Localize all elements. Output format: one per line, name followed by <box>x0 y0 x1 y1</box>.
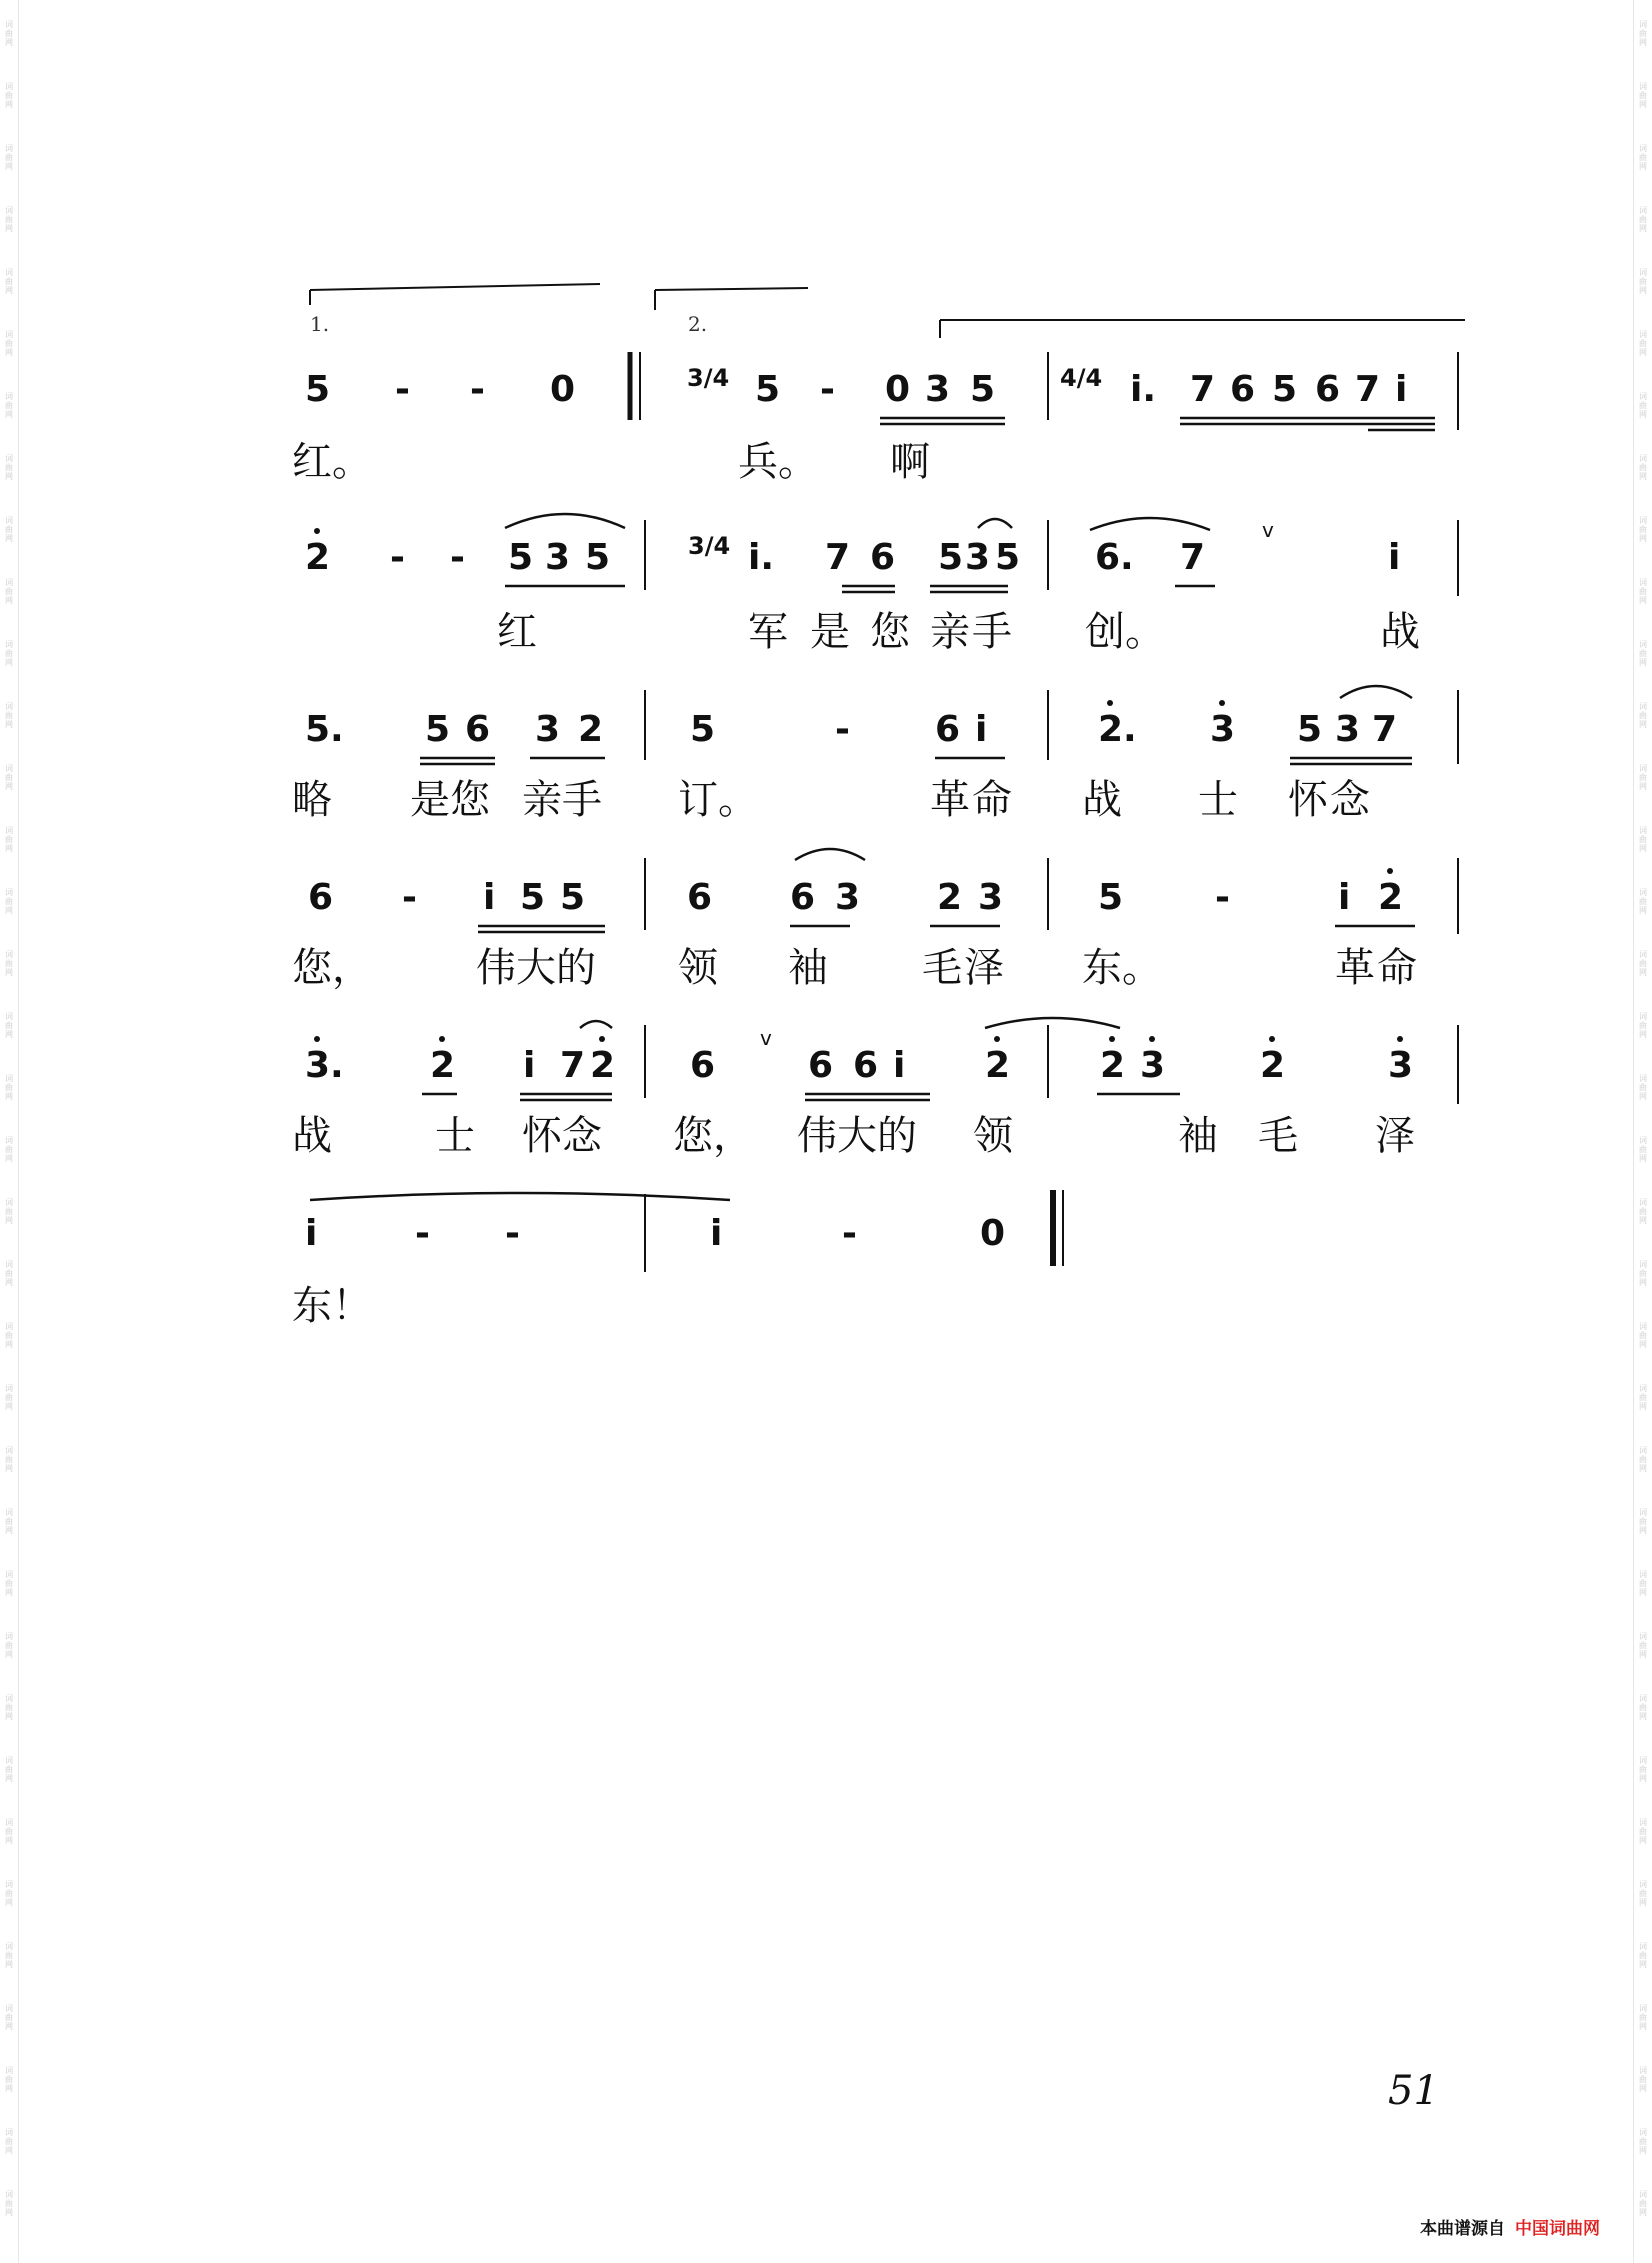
volta-bracket <box>655 288 808 290</box>
watermark-stamp: 词曲网 <box>5 2004 13 2031</box>
slur <box>985 1018 1120 1028</box>
watermark-stamp: 词曲网 <box>1639 1632 1647 1659</box>
lyric-char: 命 <box>972 777 1012 823</box>
note-1-high: i <box>523 1045 536 1086</box>
note-3-high: 3 <box>1140 1048 1165 1084</box>
note-5: 5 <box>1272 369 1298 410</box>
slur <box>795 849 865 860</box>
watermark-stamp: 词曲网 <box>5 2066 13 2093</box>
watermark-stamp: 词曲网 <box>5 702 13 729</box>
note-3: 3 <box>835 877 861 918</box>
lyric-char: 亲 <box>522 777 562 823</box>
note--: - <box>842 1213 857 1254</box>
lyric-char: 战 <box>1082 777 1122 823</box>
note-2-high: 2 <box>1260 1048 1285 1084</box>
slur <box>1090 518 1210 530</box>
watermark-stamp: 词曲网 <box>1639 1942 1647 1969</box>
note-7: 7 <box>1180 537 1206 578</box>
slur <box>310 1193 730 1200</box>
watermark-stamp: 词曲网 <box>1639 82 1647 109</box>
note-1-high: i. <box>1130 369 1157 410</box>
watermark-stamp: 词曲网 <box>5 2190 13 2217</box>
note--: - <box>820 369 835 410</box>
note--: - <box>390 537 405 578</box>
note-2: 2 <box>937 877 963 918</box>
note--: - <box>402 877 417 918</box>
note-1-high: i <box>893 1045 906 1086</box>
lyric-char: 士 <box>1198 777 1238 823</box>
note-5: 5 <box>1297 709 1323 750</box>
note-1-high: i <box>975 709 988 750</box>
note-0: 0 <box>980 1213 1006 1254</box>
watermark-stamp: 词曲网 <box>5 2128 13 2155</box>
watermark-stamp: 词曲网 <box>1639 1880 1647 1907</box>
watermark-stamp: 词曲网 <box>1639 640 1647 667</box>
watermark-stamp: 词曲网 <box>1639 1260 1647 1287</box>
note-time-sig-3-4: 3/4 <box>688 532 731 560</box>
lyric-char: 您， <box>673 1113 753 1159</box>
watermark-stamp: 词曲网 <box>1639 950 1647 977</box>
watermark-stamp: 词曲网 <box>5 1756 13 1783</box>
note-0: 0 <box>885 369 911 410</box>
watermark-stamp: 词曲网 <box>5 516 13 543</box>
slur <box>580 1021 612 1028</box>
note-5: 5 <box>1098 877 1124 918</box>
lyric-char: 的 <box>556 945 596 991</box>
lyric-char: 毛 <box>1258 1113 1298 1159</box>
watermark-stamp: 词曲网 <box>1639 1446 1647 1473</box>
note-3: 3 <box>545 537 571 578</box>
watermark-stamp: 词曲网 <box>1639 1756 1647 1783</box>
note-6: 6 <box>790 877 816 918</box>
watermark-stamp: 词曲网 <box>5 20 13 47</box>
note-2-high: 2 <box>985 1048 1010 1084</box>
note-7: 7 <box>1355 369 1381 410</box>
watermark-stamp: 词曲网 <box>1639 888 1647 915</box>
watermark-stamp: 词曲网 <box>1639 206 1647 233</box>
lyric-char: 袖 <box>1178 1113 1218 1159</box>
note-1-high: i <box>483 877 496 918</box>
note-5: 5 <box>305 369 331 410</box>
watermark-stamp: 词曲网 <box>1639 2066 1647 2093</box>
lyric-char: 领 <box>678 945 718 991</box>
lyric-char: 兵。 <box>738 439 818 485</box>
note-6: 6 <box>853 1045 879 1086</box>
note-5: 5 <box>938 537 964 578</box>
note-1-high: i <box>1388 537 1401 578</box>
note-3: 3 <box>925 369 951 410</box>
watermark-stamp: 词曲网 <box>5 888 13 915</box>
lyric-char: 啊 <box>890 439 930 485</box>
watermark-stamp: 词曲网 <box>1639 2004 1647 2031</box>
lyric-char: 泽 <box>1375 1113 1415 1159</box>
lyric-char: 是 <box>810 609 850 655</box>
lyric-char: 毛 <box>922 945 962 991</box>
note-2-high: 2 <box>1378 880 1403 916</box>
watermark-stamp: 词曲网 <box>1639 578 1647 605</box>
watermark-stamp: 词曲网 <box>1639 1818 1647 1845</box>
note-2-high: 2 <box>430 1048 455 1084</box>
watermark-stamp: 词曲网 <box>1639 2190 1647 2217</box>
note-6: 6. <box>1095 537 1134 578</box>
watermark-stamp: 词曲网 <box>1639 516 1647 543</box>
watermark-stamp: 词曲网 <box>1639 2128 1647 2155</box>
watermark-stamp: 词曲网 <box>5 1570 13 1597</box>
watermark-stamp: 词曲网 <box>1639 392 1647 419</box>
lyric-char: 红。 <box>292 439 372 485</box>
watermark-stamp: 词曲网 <box>5 1136 13 1163</box>
note-7: 7 <box>1372 709 1398 750</box>
lyric-char: 战 <box>1380 609 1420 655</box>
note-time-sig-4-4: 4/4 <box>1060 364 1103 392</box>
watermark-stamp: 词曲网 <box>5 578 13 605</box>
lyric-char: 革 <box>1335 945 1375 991</box>
lyric-char: 大 <box>837 1113 877 1159</box>
note-5: 5 <box>520 877 546 918</box>
note-6: 6 <box>1230 369 1256 410</box>
watermark-stamp: 词曲网 <box>5 1198 13 1225</box>
note-2-high: 2 <box>590 1048 615 1084</box>
watermark-stamp: 词曲网 <box>5 1384 13 1411</box>
note-7: 7 <box>1190 369 1216 410</box>
slur <box>505 514 625 528</box>
note-5: 5 <box>970 369 996 410</box>
watermark-stamp: 词曲网 <box>5 640 13 667</box>
lyric-char: 略 <box>292 777 332 823</box>
watermark-stamp: 词曲网 <box>1639 268 1647 295</box>
note--: - <box>505 1213 520 1254</box>
note-2-high: 2 <box>1100 1048 1125 1084</box>
watermark-stamp: 词曲网 <box>1639 764 1647 791</box>
watermark-stamp: 词曲网 <box>5 1446 13 1473</box>
note-1-high: i <box>305 1213 318 1254</box>
note-breath: v <box>1262 518 1274 542</box>
watermark-stamp: 词曲网 <box>5 1880 13 1907</box>
watermark-stamp: 词曲网 <box>5 826 13 853</box>
watermark-stamp: 词曲网 <box>1639 1384 1647 1411</box>
note-time-sig-3-4: 3/4 <box>687 364 730 392</box>
lyric-char: 怀 <box>522 1113 562 1159</box>
note-5: 5 <box>508 537 534 578</box>
note-3-high: 3 <box>1388 1048 1413 1084</box>
note--: - <box>1215 877 1230 918</box>
watermark-stamp: 词曲网 <box>5 330 13 357</box>
volta-second-label: 2. <box>688 312 708 336</box>
watermark-stamp: 词曲网 <box>5 1322 13 1349</box>
note-1-high: i <box>1395 369 1408 410</box>
watermark-stamp: 词曲网 <box>1639 1508 1647 1535</box>
watermark-stamp: 词曲网 <box>5 206 13 233</box>
watermark-stamp: 词曲网 <box>5 1694 13 1721</box>
slur <box>978 519 1012 528</box>
lyric-char: 念 <box>562 1113 602 1159</box>
watermark-stamp: 词曲网 <box>5 454 13 481</box>
watermark-stamp: 词曲网 <box>1639 826 1647 853</box>
lyric-char: 念 <box>1330 777 1370 823</box>
source-note-prefix: 本曲谱源自 <box>1420 2219 1505 2239</box>
lyric-char: 您， <box>292 945 372 991</box>
slur <box>1340 686 1412 698</box>
note-3: 3 <box>535 709 561 750</box>
note-5: 5 <box>560 877 586 918</box>
volta-bracket <box>310 284 600 290</box>
note-0: 0 <box>550 369 576 410</box>
note-6: 6 <box>870 537 896 578</box>
watermark-stamp: 词曲网 <box>5 1260 13 1287</box>
note-1-high: i <box>1338 877 1351 918</box>
lyric-char: 袖 <box>788 945 828 991</box>
note-5: 5 <box>755 369 781 410</box>
watermark-stamp: 词曲网 <box>5 1012 13 1039</box>
note-6: 6 <box>687 877 713 918</box>
watermark-stamp: 词曲网 <box>5 1818 13 1845</box>
note-3-high: 3 <box>1210 712 1235 748</box>
note-7: 7 <box>825 537 851 578</box>
note-5: 5 <box>425 709 451 750</box>
lyric-char: 革 <box>930 777 970 823</box>
note-1-high: i. <box>748 537 775 578</box>
note-2-high: 2. <box>1098 712 1137 748</box>
note-3: 3 <box>1335 709 1361 750</box>
watermark-stamp: 词曲网 <box>5 950 13 977</box>
note-5: 5. <box>305 709 344 750</box>
note--: - <box>450 537 465 578</box>
note--: - <box>835 709 850 750</box>
watermark-stamp: 词曲网 <box>5 268 13 295</box>
note-3-high: 3. <box>305 1048 344 1084</box>
note-6: 6 <box>465 709 491 750</box>
watermark-stamp: 词曲网 <box>5 1074 13 1101</box>
note-7: 7 <box>560 1045 586 1086</box>
note-2-high: 2 <box>305 540 330 576</box>
lyric-char: 伟 <box>797 1113 837 1159</box>
lyric-char: 领 <box>973 1113 1013 1159</box>
watermark-stamp: 词曲网 <box>5 82 13 109</box>
lyric-char: 泽 <box>964 945 1004 991</box>
lyric-char: 大 <box>516 945 556 991</box>
note--: - <box>470 369 485 410</box>
watermark-stamp: 词曲网 <box>5 392 13 419</box>
note-breath: v <box>760 1026 772 1050</box>
note-6: 6 <box>690 1045 716 1086</box>
note-5: 5 <box>585 537 611 578</box>
lyric-char: 命 <box>1377 945 1417 991</box>
watermark-stamp: 词曲网 <box>1639 702 1647 729</box>
note-6: 6 <box>935 709 961 750</box>
lyric-char: 士 <box>435 1113 475 1159</box>
watermark-stamp: 词曲网 <box>1639 1694 1647 1721</box>
lyric-char: 东！ <box>292 1283 372 1329</box>
note-3: 3 <box>965 537 991 578</box>
watermark-stamp: 词曲网 <box>5 1942 13 1969</box>
watermark-stamp: 词曲网 <box>1639 1136 1647 1163</box>
watermark-stamp: 词曲网 <box>1639 1074 1647 1101</box>
volta-first-label: 1. <box>310 312 330 336</box>
watermark-stamp: 词曲网 <box>1639 454 1647 481</box>
lyric-char: 伟 <box>476 945 516 991</box>
note-6: 6 <box>308 877 334 918</box>
watermark-stamp: 词曲网 <box>1639 20 1647 47</box>
note-1-high: i <box>710 1213 723 1254</box>
page-number: 51 <box>1388 2068 1439 2114</box>
lyric-char: 红 <box>497 609 537 655</box>
lyric-char: 亲 <box>930 609 970 655</box>
watermark-stamp: 词曲网 <box>1639 144 1647 171</box>
lyric-char: 创。 <box>1085 609 1165 655</box>
lyric-char: 怀 <box>1288 777 1328 823</box>
lyric-char: 您 <box>450 777 490 823</box>
lyric-char: 东。 <box>1082 945 1162 991</box>
watermark-stamp: 词曲网 <box>5 144 13 171</box>
note--: - <box>395 369 410 410</box>
lyric-char: 手 <box>972 609 1012 655</box>
note-5: 5 <box>995 537 1021 578</box>
source-site-link[interactable]: 中国词曲网 <box>1515 2219 1600 2239</box>
lyric-char: 订。 <box>678 777 758 823</box>
watermark-stamp: 词曲网 <box>1639 1012 1647 1039</box>
note-5: 5 <box>690 709 716 750</box>
lyric-char: 您 <box>870 609 910 655</box>
lyric-char: 战 <box>292 1113 332 1159</box>
watermark-stamp: 词曲网 <box>5 1508 13 1535</box>
watermark-stamp: 词曲网 <box>5 1632 13 1659</box>
note--: - <box>415 1213 430 1254</box>
watermark-stamp: 词曲网 <box>1639 1198 1647 1225</box>
note-6: 6 <box>1315 369 1341 410</box>
watermark-stamp: 词曲网 <box>1639 1322 1647 1349</box>
lyric-char: 军 <box>748 609 788 655</box>
lyric-char: 是 <box>410 777 450 823</box>
note-3: 3 <box>978 877 1004 918</box>
lyric-char: 的 <box>877 1113 917 1159</box>
source-note <box>1420 2214 1600 2239</box>
watermark-stamp: 词曲网 <box>1639 330 1647 357</box>
lyric-char: 手 <box>562 777 602 823</box>
watermark-stamp: 词曲网 <box>5 764 13 791</box>
note-2: 2 <box>578 709 604 750</box>
note-6: 6 <box>808 1045 834 1086</box>
watermark-stamp: 词曲网 <box>1639 1570 1647 1597</box>
